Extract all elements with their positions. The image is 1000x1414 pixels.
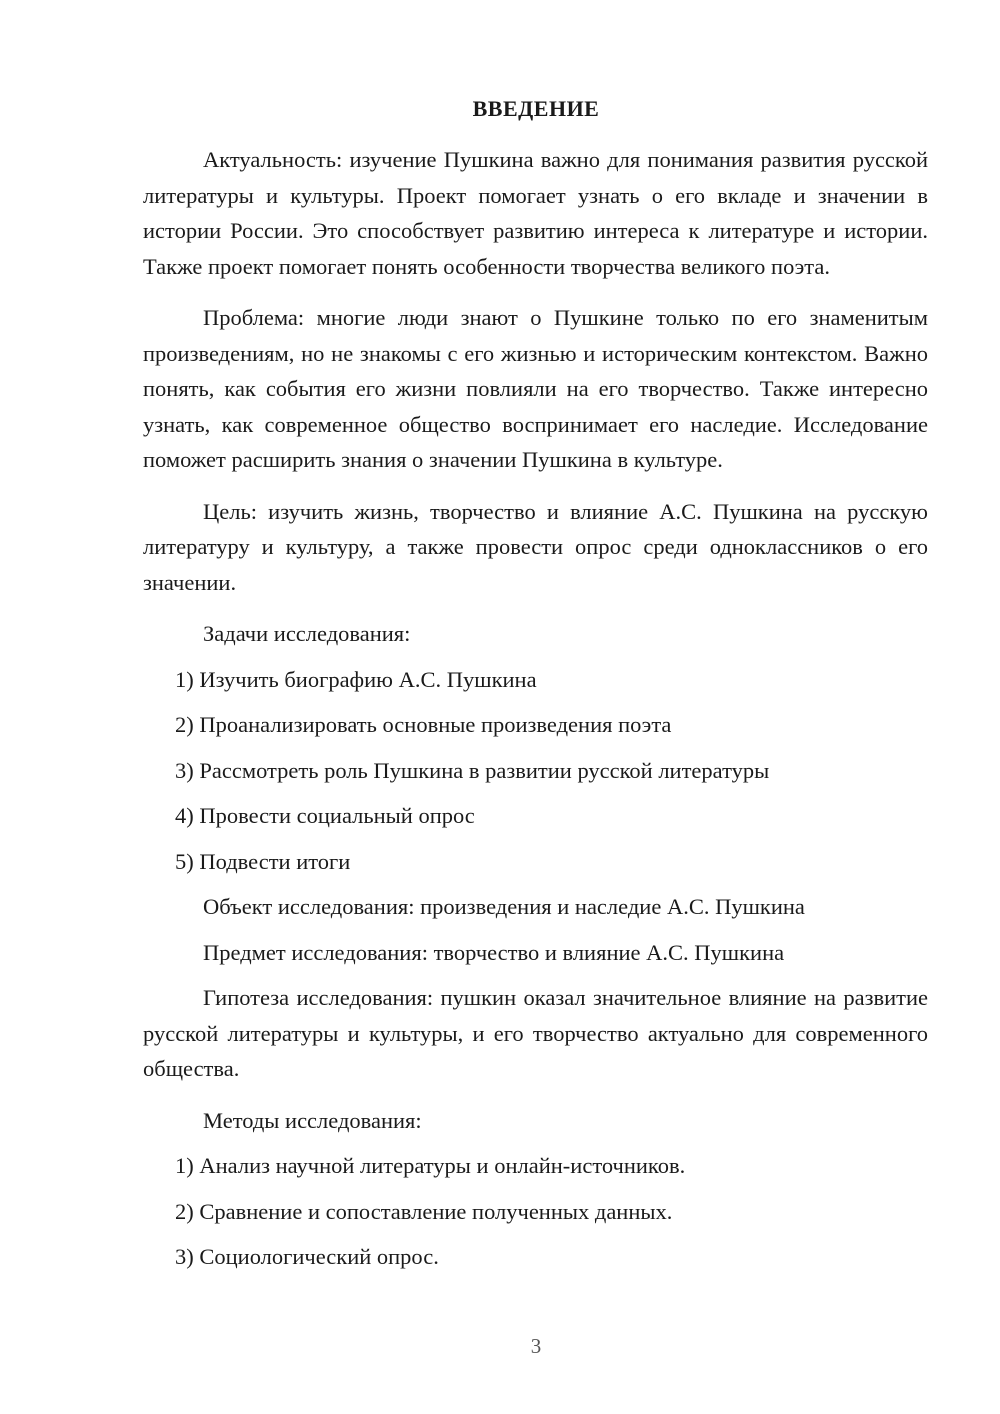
method-item: 2) Сравнение и сопоставление полученных данных. [175, 1198, 673, 1224]
page-heading: ВВЕДЕНИЕ [472, 96, 600, 121]
methods-label: Методы исследования: [203, 1107, 422, 1133]
method-item: 3) Социологический опрос. [175, 1244, 439, 1269]
method-item: 1) Анализ научной литературы и онлайн-источников. [175, 1153, 686, 1178]
tasks-list [143, 662, 928, 880]
tasks-label: Задачи исследования: [203, 621, 411, 646]
subject-line: Предмет исследования: творчество и влияние А.С. Пушкина [203, 939, 785, 965]
task-item: 5) Подвести итоги [175, 848, 351, 874]
task-item: 2) Проанализировать основные произведения поэта [175, 712, 672, 737]
problem-paragraph: Проблема: многие люди знают о Пушкине только по его знаменитым произведениям, но не знакомы с его жизнью и историческим контекстом. Важно понять, как события его жизни повлияли на его творчество. Также интересно узнать, как современное общество воспринимает его наследие. Исследование поможет расширить знания о значении Пушкина в культуре. [143, 305, 928, 472]
relevance-paragraph: Актуальность: изучение Пушкина важно для понимания развития русской литературы и культуры. Проект помогает узнать о его вкладе и значении в истории России. Это способствует развитию интереса к литературе и истории. Также проект помогает понять особенности творчества великого поэта. [143, 147, 928, 279]
task-item: 3) Рассмотреть роль Пушкина в развитии русской литературы [175, 757, 770, 783]
task-item: 4) Провести социальный опрос [175, 803, 475, 828]
goal-paragraph: Цель: изучить жизнь, творчество и влияние А.С. Пушкина на русскую литературу и культуру, а также провести опрос среди одноклассников о его значении. [143, 498, 928, 595]
methods-list [143, 1148, 928, 1275]
task-item: 1) Изучить биографию А.С. Пушкина [175, 666, 537, 692]
hypothesis-paragraph: Гипотеза исследования: пушкин оказал значительное влияние на развитие русской литературы и культуры, и его творчество актуально для современного общества. [143, 985, 928, 1081]
page-number: 3 [530, 1334, 542, 1358]
page-body [143, 142, 928, 1285]
object-line: Объект исследования: произведения и наследие А.С. Пушкина [203, 894, 805, 919]
